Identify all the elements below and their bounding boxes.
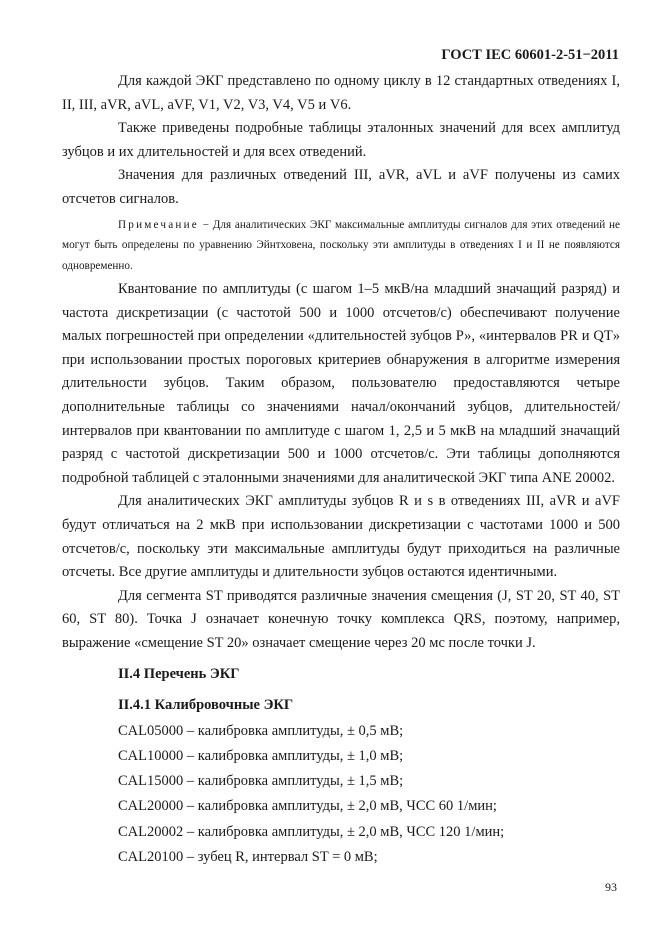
standard-header: ГОСТ IEC 60601-2-51−2011 <box>441 47 619 63</box>
paragraph-derived-leads: Значения для различных отведений III, aVR, aVL и aVF получены из самих отсчетов сигналов. <box>62 167 620 207</box>
note-text: − Для аналитических ЭКГ максимальные амплитуды сигналов для этих отведений не могут быть определены по уравнению Эйнтховена, поскольку эти амплитуды в отведениях I и II не появляются одновременно. <box>62 218 620 272</box>
note-label: Примечание <box>118 218 199 231</box>
paragraph-quantization: Квантование по амплитуды (с шагом 1–5 мкВ/на младший значащий разряд) и частота дискретизации (с частотой 500 и 1000 отсчетов/с) обеспечивают получение малых погрешностей при определении «длительностей зубцов Р», «интервалов PR и QT» при использовании простых пороговых критериев обнаружения в алгоритме измерения длительности зубцов. Таким образом, пользователю предоставляются четыре дополнительные таблицы со значениями начал/окончаний зубцов, длительностей/интервалов при квантовании по амплитуде с шагом 1, 2,5 и 5 мкВ на младший значащий разряд с частотой дискретизации 500 и 1000 отсчетов/с. Эти таблицы дополняются подробной таблицей с эталонными значениями для аналитической ЭКГ типа ANE 20002. <box>62 281 620 486</box>
list-item: CAL15000 – калибровка амплитуды, ± 1,5 мВ; <box>118 773 404 790</box>
note <box>62 215 620 277</box>
list-item: CAL20002 – калибровка амплитуды, ± 2,0 мВ, ЧСС 120 1/мин; <box>118 823 505 840</box>
paragraph-amplitudes: Для аналитических ЭКГ амплитуды зубцов R и s в отведениях III, aVR и aVF будут отличаться на 2 мкВ при использовании дискретизации с частотами 1000 и 500 отсчетов/с, поскольку эти максимальные амплитуды будут приходиться на различные отсчеты. Все другие амплитуды и длительности зубцов остаются идентичными. <box>62 493 620 581</box>
list-item: CAL20000 – калибровка амплитуды, ± 2,0 мВ, ЧСС 60 1/мин; <box>118 798 497 815</box>
section-heading: II.4 Перечень ЭКГ <box>118 665 240 682</box>
paragraph-st-segment: Для сегмента ST приводятся различные значения смещения (J, ST 20, ST 40, ST 60, ST 80). Точка J означает конечную точку комплекса QRS, поэтому, например, выражение «смещение ST 20» означает смещение через 20 мс после точки J. <box>62 587 620 651</box>
page-body <box>62 70 620 870</box>
paragraph-leads: Для каждой ЭКГ представлено по одному циклу в 12 стандартных отведениях I, II, III, aVR, aVL, aVF, V1, V2, V3, V4, V5 и V6. <box>62 73 620 113</box>
paragraph-tables: Также приведены подробные таблицы эталонных значений для всех амплитуд зубцов и их длительностей и для всех отведений. <box>62 120 620 160</box>
list-item: CAL10000 – калибровка амплитуды, ± 1,0 мВ; <box>118 747 404 764</box>
list-item: CAL05000 – калибровка амплитуды, ± 0,5 мВ; <box>118 722 404 739</box>
list-item: CAL20100 – зубец R, интервал ST = 0 мВ; <box>118 848 378 865</box>
subsection-heading: II.4.1 Калибровочные ЭКГ <box>118 697 294 714</box>
page-number: 93 <box>605 880 617 894</box>
